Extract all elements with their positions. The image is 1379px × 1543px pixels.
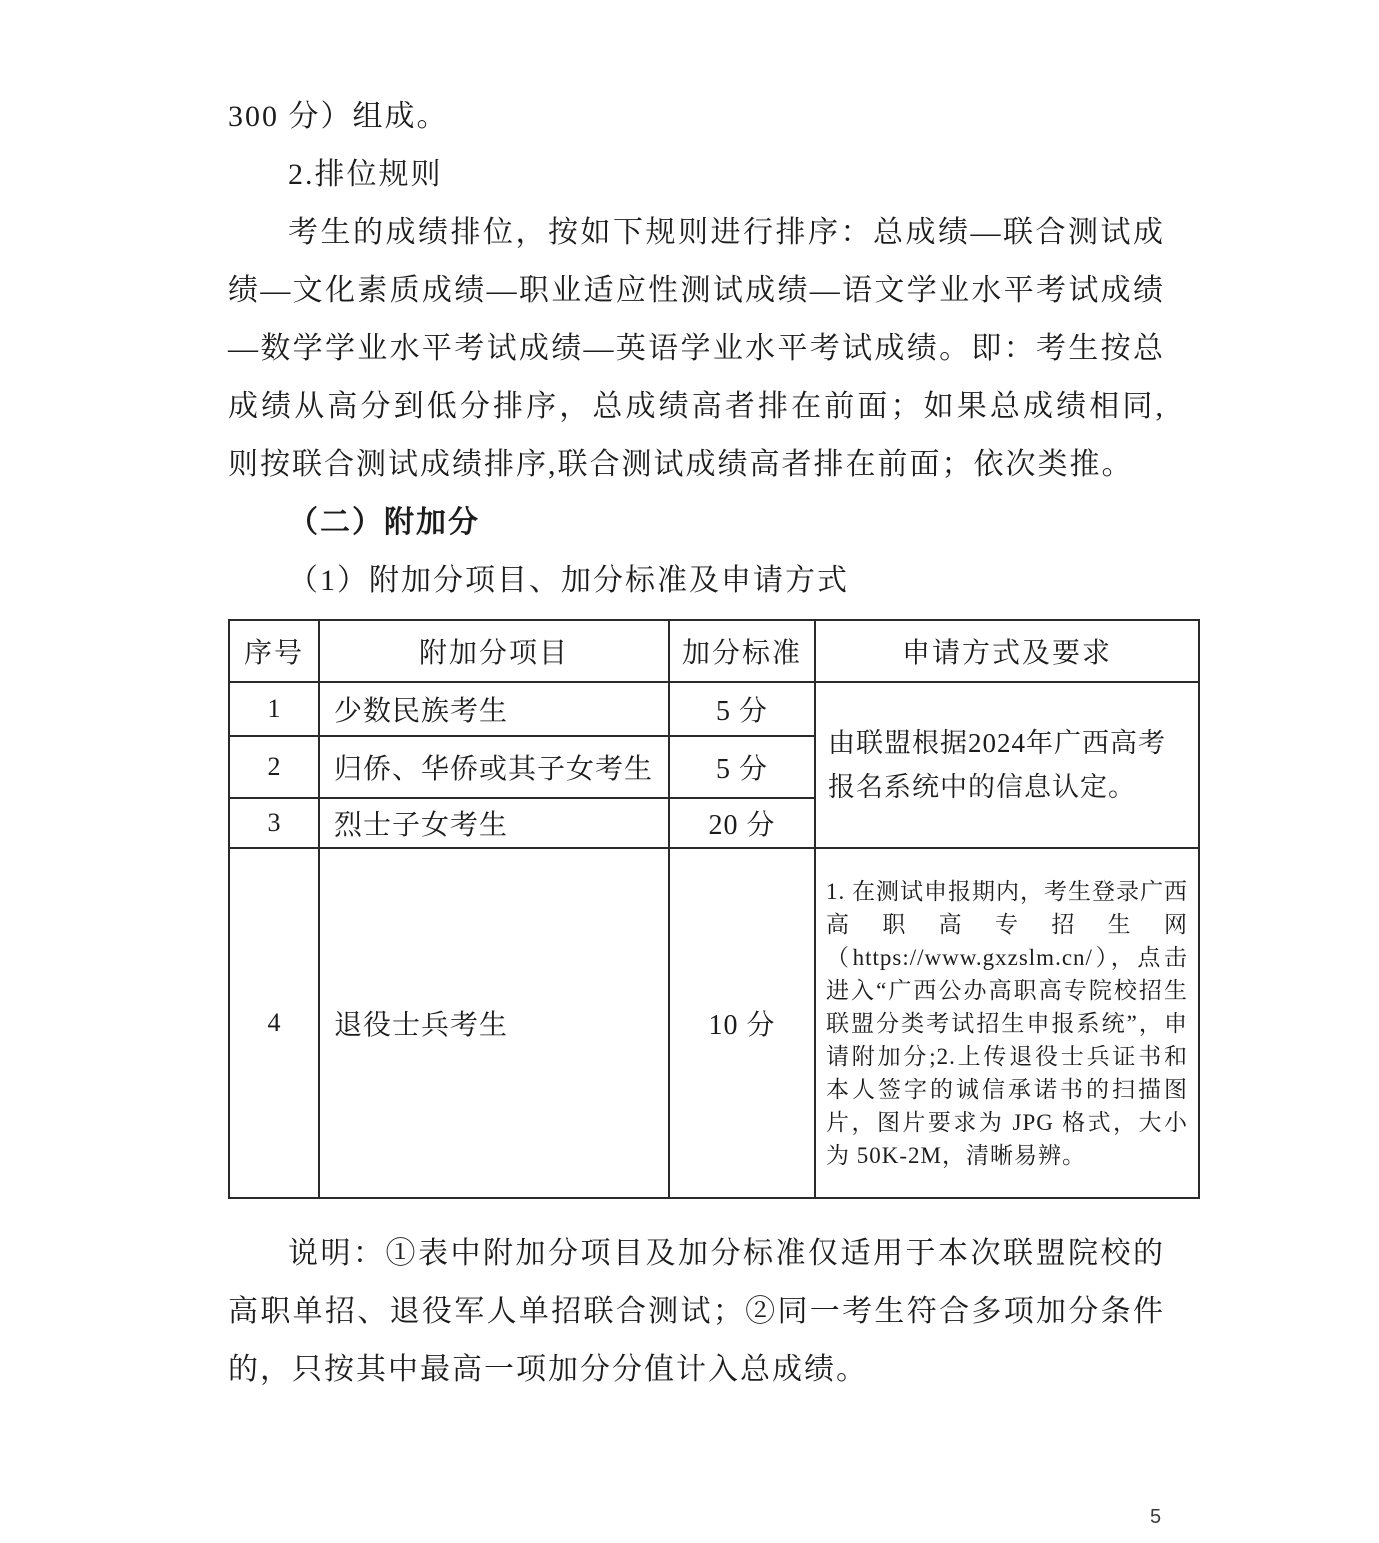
col-header-method: 申请方式及要求 (815, 620, 1199, 682)
col-header-standard: 加分标准 (669, 620, 815, 682)
cell-row3-standard: 20 分 (669, 798, 815, 848)
page-number: 5 (1150, 1506, 1162, 1528)
cell-row2-standard: 5 分 (669, 736, 815, 798)
document-content (228, 88, 1198, 1399)
cell-row1-item: 少数民族考生 (319, 682, 669, 736)
caption-bonus-table: （1）附加分项目、加分标准及申请方式 (288, 564, 849, 597)
cell-row2-item: 归侨、华侨或其子女考生 (319, 736, 669, 798)
cell-row2-no: 2 (229, 736, 319, 798)
table-header-row (229, 620, 1199, 682)
table-row (229, 682, 1199, 736)
col-header-item: 附加分项目 (319, 620, 669, 682)
cell-requirement-rows-1-3: 由联盟根据2024年广西高考报名系统中的信息认定。 (815, 682, 1199, 848)
paragraph-note: 说明：①表中附加分项目及加分标准仅适用于本次联盟院校的高职单招、退役军人单招联合测试；②同一考生符合多项加分条件的，只按其中最高一项加分分值计入总成绩。 (228, 1237, 1165, 1386)
col-header-index: 序号 (229, 620, 319, 682)
cell-row4-no: 4 (229, 848, 319, 1198)
bonus-points-table (228, 619, 1200, 1199)
cell-row3-no: 3 (229, 798, 319, 848)
heading-bonus-points: （二）附加分 (288, 506, 480, 539)
cell-row1-no: 1 (229, 682, 319, 736)
table-row (229, 848, 1199, 1198)
cell-requirement-row-4: 1. 在测试申报期内，考生登录广西高职高专招生网（https://www.gxzslm.cn/），点击进入“广西公办高职高专院校招生联盟分类考试招生申报系统”，申请附加分;2.上传退役士兵证书和本人签字的诚信承诺书的扫描图片，图片要求为 JPG 格式，大小为 50K-2M，清晰易辨。 (815, 848, 1199, 1198)
heading-ranking-rules: 2.排位规则 (288, 158, 443, 191)
paragraph-ranking-rules: 考生的成绩排位，按如下规则进行排序：总成绩—联合测试成绩—文化素质成绩—职业适应性测试成绩—语文学业水平考试成绩—数学学业水平考试成绩—英语学业水平考试成绩。即：考生按总成绩从高分到低分排序，总成绩高者排在前面；如果总成绩相同,则按联合测试成绩排序,联合测试成绩高者排在前面；依次类推。 (228, 216, 1165, 481)
cell-row1-standard: 5 分 (669, 682, 815, 736)
cell-row4-item: 退役士兵考生 (319, 848, 669, 1198)
cell-row4-standard: 10 分 (669, 848, 815, 1198)
cell-row3-item: 烈士子女考生 (319, 798, 669, 848)
paragraph-carryover: 300 分）组成。 (228, 100, 449, 133)
